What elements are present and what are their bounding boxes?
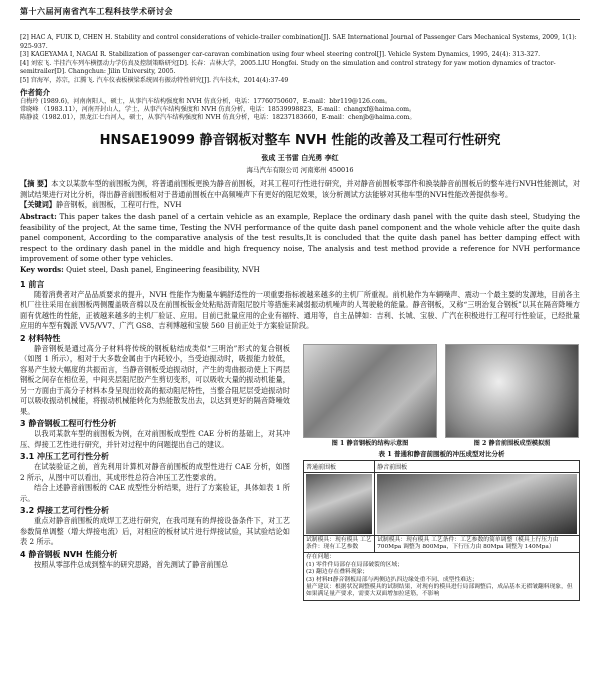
keywords-zh-label: 【关键词】 [20, 200, 56, 210]
keywords-zh [20, 200, 580, 211]
table-col-header: 静音前围板 [375, 460, 580, 472]
figure-row [303, 344, 580, 447]
reference-item: [3] KAGEYAMA I, NAGAI R. Stabilization of passenger car-caravan combination using four wheel steering control[J]. Vehicle System Dynamics, 1995, 24(4): 313-327. [20, 51, 541, 59]
notes-heading: 存在问题： [306, 554, 335, 561]
abstract-en-label: Abstract: [20, 211, 57, 221]
section-3-1-heading: 3.1 冲压工艺可行性分析 [20, 452, 109, 462]
quiet-panel-photo [377, 474, 577, 534]
table-cell: 试制模具：现有模具 工艺条件：现有工艺参数 [304, 535, 375, 553]
figure-2-image [445, 344, 579, 438]
author-item: 常晓峰 （1983.11），河南开封山人，学士，从事汽车结构强度和 NVH 仿真分析，电话：18539998823，E-mail：changxf@haima.com。 [20, 105, 416, 113]
paper-title: HNSAE19099 静音钢板对整车 NVH 性能的改善及工程可行性研究 [99, 133, 501, 149]
section-3-2-text: 重点对静音前围板的成焊工艺进行研究，在我司现有的焊接设备条件下，对工艺参数简单调整（增大焊接电流）后，对相应的板材试片进行焊接试验，其试验结论如表 2 所示。 [20, 516, 290, 547]
table-notes-cell [304, 553, 580, 600]
author-item: 陈静波（1982.01），黑龙江七台河人，硕士，从事汽车结构强度和 NVH 仿真分析，电话：18237183660，E-mail：chenjb@haima.com。 [20, 113, 416, 121]
table-1 [303, 460, 580, 601]
right-column [303, 344, 580, 601]
table-1-title: 表 1 普通和静音前围板的冲压成型对比分析 [378, 449, 505, 458]
section-2-heading: 2 材料特性 [20, 333, 61, 343]
authors-heading: 作者简介 [20, 87, 50, 97]
table-col-header: 普通前围板 [304, 460, 375, 472]
section-3-text: 以我司某款车型的前围板为例，在对前围板成型性 CAE 分析的基础上，对其冲压、焊接工艺性进行研究，并针对过程中的问题提出自己的建议。 [20, 429, 290, 449]
keywords-en-label: Key words: [20, 264, 64, 274]
section-1-heading: 1 前言 [20, 279, 45, 289]
authors-info [20, 98, 580, 123]
section-3-1-text-2: 结合上述静音前围板的 CAE 成型性分析结果，进行了方案验证，具体如表 1 所示。 [20, 483, 290, 503]
table-photo-cell [304, 472, 375, 535]
abstract-zh-label: 【摘 要】 [20, 179, 52, 189]
keywords-en [20, 265, 580, 276]
abstract-en [20, 212, 580, 265]
reference-item: [2] HAC A, FUIK D, CHEN H. Stability and control considerations of vehicle-trailer combination[J]. SAE International Journal of Passenger Cars Mechanical Systems, 2009, 1(1): 925-937. [20, 34, 577, 50]
note-item: (2) 翻边存在叠料现象； [306, 569, 369, 576]
left-column [20, 344, 290, 571]
byline: 张成 王书雷 白光勇 李红 [261, 153, 339, 163]
normal-panel-photo [306, 474, 372, 534]
note-item: 量产建议：根据状况调整模具的试制结果，对现有的模具进行局部调整后，成品基本无褶皱翻料现象，但如果满足量产要求，需要大双面增加拉延筋，不影响 [306, 583, 573, 598]
section-1-text: 随着消费者对产品品质要求的提升，NVH 性能作为衡量车辆舒适性的一项重要指标被越来越多的主机厂所重视。前机舱作为车辆噪声、震动一个最主要的发源地，目前各主机厂往往采用在前围板两侧覆盖吸音棉以及在前围板钣金处粘贴沥青阻尼胶片等措施来减弱振动机噪声的人驾驶舱的能量。静音钢板，又称“三明治复合钢板”以其在隔音降噪方面有优越性的性能，正被越来越多的主机厂验证、应用。目前已批量应用的企业有福特、通用等，自主品牌如：吉利、长城、宝骏、广汽在积极进行工程可行性验证，已经批量应用的车型有魏派 VV5/VV7、广汽 GS8、吉利博越和宝骏 560 目前正处于方案验证阶段。 [20, 289, 580, 331]
keywords-zh-text: 静音钢板，前围板，工程可行性，NVH [55, 200, 182, 210]
section-4-heading: 4 静音钢板 NVH 性能分析 [20, 549, 118, 559]
keywords-en-text: Quiet steel, Dash panel, Engineering feasibility, NVH [66, 264, 260, 274]
author-item: 白梅玲 (1989.6)，河南南阳人，硕士，从事汽车结构强度和 NVH 仿真分析，电话：17760750607，E-mail：bbr119@126.com。 [20, 97, 392, 105]
section-3-2-heading: 3.2 焊接工艺可行性分析 [20, 506, 109, 516]
reference-item: [5] 宫海军，苏宗，江腾飞. 汽车仪表板横梁系统固有振动特性研究[J]. 汽车技术，2014(4):37-49 [20, 76, 289, 84]
section-4-text: 按照从零部件总成到整车的研究思路，首先测试了静音前围总 [34, 559, 229, 569]
table-photo-cell [375, 472, 580, 535]
abstract-en-text: This paper takes the dash panel of a certain vehicle as an example, Replace the ordinary dash panel with the quite dash steel, Studying the feasibility of the project, At the same time, Testing the NVH performance of the quite dash panel component and the whole vehicle after the quite dash panel component, According to the comparative analysis of the test results,It is concluded that the quite dash panel has better damping effect with respect to the ordinary dash panel in the middle and high frequency noise, The analysis and test method provide a reference for NVH performance improvement of some other type vehicles. [20, 211, 580, 264]
section-3-1-text: 在试装验证之前，首先利用计算机对静音前围板的成型性进行 CAE 分析，如图 2 所示，从图中可以看出，其成形性总符合冲压工艺性要求的。 [20, 462, 290, 482]
section-2-text: 静音钢板是通过高分子材料将传统的钢板粘结成类似“三明治”形式的复合钢板（如图 1 所示），相对于大多数金属由于内耗较小，当受迫振动时，吸振能力较低，容易产生较大幅度的共振而言，当静音钢板受迫振动时，产生的弯曲振动使上下两层钢板之间存在相位差，中间夹层阻尼胶产生剪切变形，可以吸收大量的振动机能量，另一方面由于高分子材料本身呈现出较高的振动阻尼特性，当整合阻尼层受迫振动时可以吸收振动机械能，将振动机械能转化为热能散发出去，以达到更好的隔音降噪效果。 [20, 343, 290, 416]
affiliation: 海马汽车有限公司 河南郑州 450016 [246, 166, 354, 175]
running-header: 第十六届河南省汽车工程科技学术研讨会 [20, 6, 580, 20]
abstract-zh-text: 本文以某款车型的前围板为例，将普通前围板更换为静音前围板，对其工程可行性进行研究，并对静音前围板零部件和换装静音前围板后的整车进行NVH性能测试，对测试结果进行对比分析，得出静音前围板相对于普通前围板在中高频噪声下有更好的阻尼效果，该分析测试方法能够对其他车型的NVH性能改善提供参考。 [20, 179, 580, 199]
note-item: (3) 材料H静音钢板局部与两侧边扒四边缘处重不同、成型性难达； [306, 576, 478, 583]
table-cell: 试制模具：现有模具 工艺条件：工艺参数的简单调整（模具上行压力由 700Mpa 调整为 800Mpa，下行压力由 80Mpa 调整为 140Mpa） [375, 535, 580, 553]
references-list [20, 34, 580, 86]
abstract-zh [20, 179, 580, 200]
note-item: (1) 零件件局部存在局部破裂的区域； [306, 561, 404, 568]
figure-1-image [303, 344, 437, 438]
section-3-heading: 3 静音钢板工程可行性分析 [20, 419, 117, 429]
figure-1-caption: 图 1 静音钢板的结构示意图 [331, 439, 409, 447]
figure-2-caption: 图 2 静音前围板成型模拟照 [473, 439, 551, 447]
reference-item: [4] 刘宏飞. 半挂汽车列车横摆动力学仿真及控制策略研究[D]. 长春：吉林大学，2005.LIU Hongfei. Study on the simulation and control strategy for yaw motion dynamics of tractor-semitrailer[D]. Changchun: Jilin University, 2005. [20, 59, 556, 76]
